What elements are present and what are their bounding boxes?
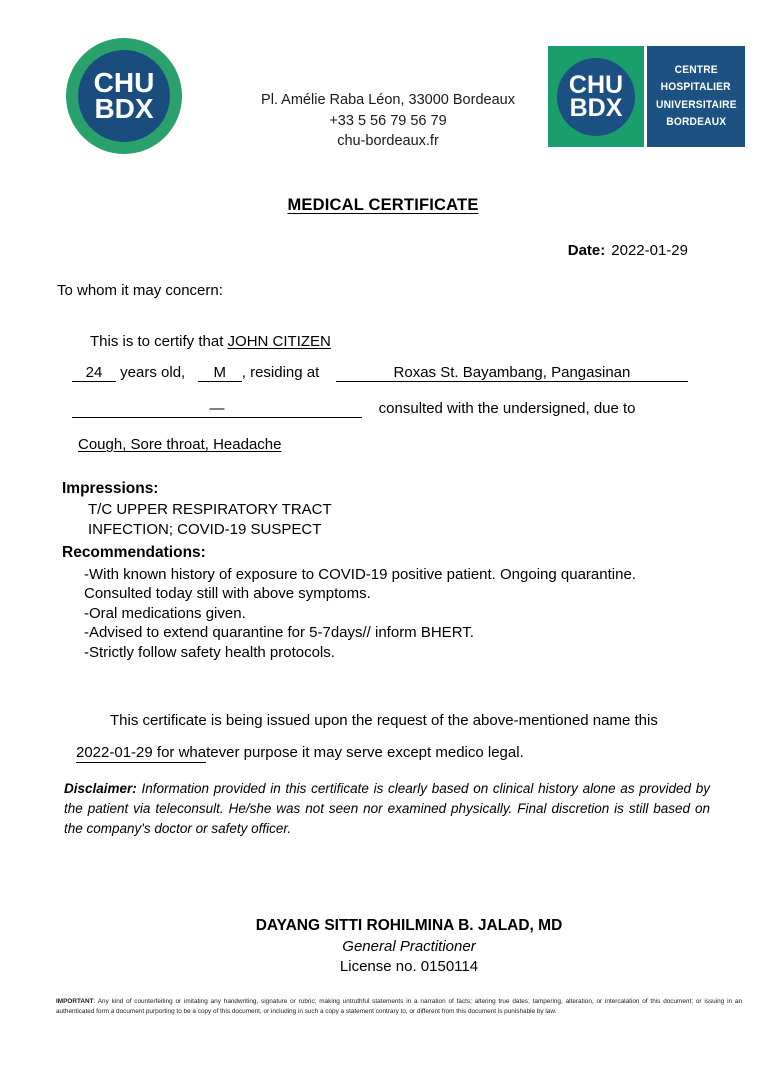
patient-address-value: Roxas St. Bayambang, Pangasinan [336,364,688,382]
footer-text: : Any kind of counterfeiting or imitating any handwriting, signature or rubric; making untruthful statements in a narration of facts; altering true dates; tampering, alteration, or intercalation of this document; or issuing in an authenticated form a document purporting to be a copy of this document, or including in such a copy a statement contrary to, or different from this document is punishable by law. [56,998,742,1016]
logo-mark-text [568,71,624,122]
logo-text-bdx: BDX [94,93,154,124]
issuance-statement-rest: tever purpose it may serve except medico legal. [206,744,524,762]
consulted-row [0,400,766,418]
logo-text-chu: CHU [93,67,155,99]
signature-block [0,917,766,975]
patient-name: JOHN CITIZEN [227,333,331,350]
certify-line [0,333,766,350]
recommendation-line: -With known history of exposure to COVID-19 positive patient. Ongoing quarantine. [84,565,636,583]
disclaimer-label: Disclaimer: [64,781,137,797]
blank-dash-value: — [72,400,362,418]
impressions-line: INFECTION; COVID-19 SUSPECT [88,520,322,538]
address-website: chu-bordeaux.fr [337,133,439,150]
logo-mark-bdx: BDX [569,93,623,122]
age-value: 24 [72,364,116,382]
date-value: 2022-01-29 [611,242,688,259]
salutation: To whom it may concern: [57,282,223,299]
logo-name-panel [647,46,745,147]
address-street: Pl. Amélie Raba Léon, 33000 Bordeaux [261,92,515,108]
panel-line-universitaire: UNIVERSITAIRE [655,98,737,111]
document-header [0,0,766,168]
symptoms-value: Cough, Sore throat, Headache [78,436,282,453]
recommendation-line: Consulted today still with above symptoms. [84,585,371,603]
panel-line-bordeaux: BORDEAUX [665,115,727,128]
issuance-statement-line1: This certificate is being issued upon the request of the above-mentioned name this [110,712,658,730]
symptoms-row [0,436,766,453]
doctor-name: DAYANG SITTI ROHILMINA B. JALAD, MD [255,917,563,935]
impressions-label: Impressions: [62,480,159,497]
page-title: MEDICAL CERTIFICATE [287,196,479,214]
logo-inner-circle [78,50,170,142]
chu-bdx-circular-logo [66,38,182,154]
recommendations-content [0,565,766,663]
footer-important-label: IMPORTANT [56,998,94,1005]
recommendation-line: -Strictly follow safety health protocols. [84,643,335,661]
sex-value: M [198,364,242,382]
disclaimer-text: Information provided in this certificate is clearly based on clinical history alone as provided by the patient via teleconsult. He/she was not seen nor examined physically. Final discretion is still based on the company's doctor or safety officer. [64,781,710,837]
certify-prefix: This is to certify that [90,333,224,350]
hospital-address-block [233,90,543,152]
panel-line-hospitalier: HOSPITALIER [660,81,732,94]
disclaimer-block [64,779,710,839]
issuance-statement-line2 [0,744,766,761]
recommendation-line: -Oral medications given. [84,604,246,622]
date-row [0,242,766,259]
doctor-license: License no. 0150114 [339,958,479,976]
issuance-date-value: 2022-01-29 for wha [76,744,207,762]
impressions-line: T/C UPPER RESPIRATORY TRACT [88,501,332,518]
residing-label: , residing at [241,364,320,381]
doctor-role: General Practitioner [342,938,476,956]
chu-bdx-wordmark-logo [548,46,745,147]
impressions-content [0,500,766,540]
recommendations-label: Recommendations: [62,543,206,561]
address-phone: +33 5 56 79 56 79 [329,112,447,129]
recommendation-line: -Advised to extend quarantine for 5-7days// inform BHERT. [84,624,474,642]
logo-mark-chu: CHU [568,71,624,99]
consulted-text: consulted with the undersigned, due to [378,400,636,417]
age-sex-address-row [0,364,766,382]
legal-footer [56,997,742,1018]
age-suffix-label: years old, [120,364,186,381]
logo-green-square [548,46,644,147]
date-label: Date: [567,242,606,259]
panel-line-centre: CENTRE [674,64,718,77]
